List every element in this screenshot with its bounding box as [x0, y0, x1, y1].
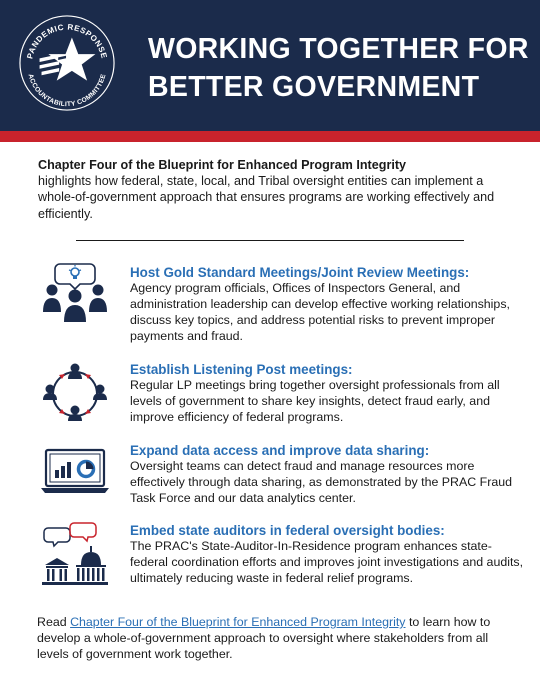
intro-paragraph [38, 157, 508, 222]
section-title: Expand data access and improve data sharing: [130, 443, 430, 458]
section-body: Agency program officials, Offices of Inspectors General, and administration leadership can develop effective working relationships, discuss key topics, and address potential risks to prevent improper payments and fraud. [130, 281, 510, 344]
prac-logo-icon [18, 14, 116, 112]
title-line-2: BETTER GOVERNMENT [148, 71, 480, 103]
section-body: Oversight teams can detect fraud and manage resources more effectively through data sharing, as demonstrated by the PRAC Fraud Task Force and our data analytics center. [130, 459, 513, 506]
page-title [148, 30, 528, 106]
section-body: The PRAC's State-Auditor-In-Residence program enhances state-federal coordination efforts and improves joint investigations and audits, ultimately reducing waste in federal relief programs. [130, 539, 524, 586]
footer-paragraph [37, 614, 512, 663]
footer-prefix: Read [37, 615, 71, 629]
footer-suffix: to learn how to develop a whole-of-government approach to oversight where stakeholders from all levels of government work together. [37, 615, 491, 662]
section-title: Embed state auditors in federal oversight bodies: [130, 523, 445, 538]
logo-text-top: PANDEMIC RESPONSE [25, 22, 109, 60]
divider [76, 240, 464, 241]
capitol-buildings-chat-icon [40, 520, 110, 590]
header-red-bar [0, 131, 540, 142]
laptop-chart-icon [40, 438, 110, 508]
intro-text: highlights how federal, state, local, and Tribal oversight entities can implement a whole-of-government approach that ensures programs are working effectively and efficiently. [38, 174, 495, 221]
intro-bold-lead: Chapter Four of the Blueprint for Enhanced Program Integrity [38, 158, 407, 172]
section-body: Regular LP meetings bring together oversight professionals from all levels of government to share key insights, detect fraud early, and improve efficiency of federal programs. [130, 378, 500, 425]
title-line-1: WORKING TOGETHER FOR [148, 33, 529, 65]
logo-text-bottom: ACCOUNTABILITY COMMITTEE [26, 73, 108, 109]
section-title: Host Gold Standard Meetings/Joint Review Meetings: [130, 265, 470, 280]
section-title: Establish Listening Post meetings: [130, 362, 353, 377]
blueprint-chapter-four-link[interactable]: Chapter Four of the Blueprint for Enhanced Program Integrity [70, 615, 406, 629]
header-banner [0, 0, 540, 131]
people-circle-network-icon [40, 359, 110, 429]
meeting-people-lightbulb-icon [40, 260, 110, 330]
svg-text:ACCOUNTABILITY COMMITTEE [27, 73, 108, 108]
